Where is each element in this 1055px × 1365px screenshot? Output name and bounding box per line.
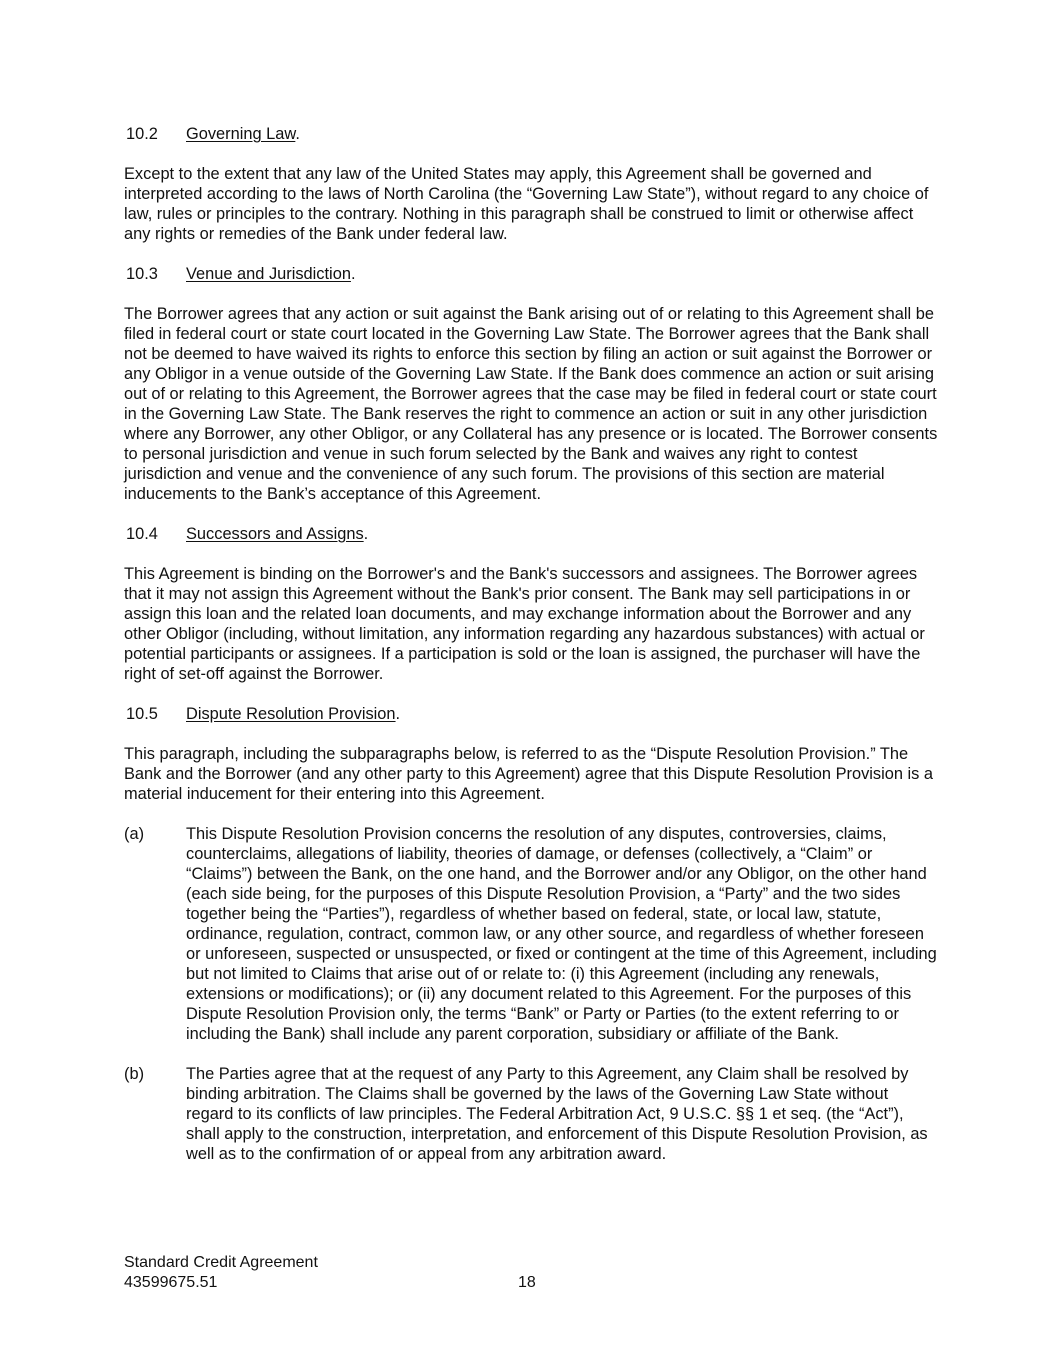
section-title-period: .: [350, 265, 356, 283]
subparagraph-a: [124, 824, 938, 1044]
section-number: 10.2: [126, 125, 158, 143]
document-body: [124, 124, 938, 1164]
section-title-period: .: [295, 125, 300, 143]
subparagraph-text: This Dispute Resolution Provision concerns the resolution of any disputes, controversies, claims, counterclaims, allegations of liability, theories of damage, or defenses (collectively, a “Claim” or “Claims”) between the Bank, on the one hand, and the Borrower and/or any Obligor, on the other hand (each side being, for the purposes of this Dispute Resolution Provision, a “Party” and the two sides together being the “Parties”), regardless of whether based on federal, state, or local law, statute, ordinance, regulation, contract, common law, or any other source, and regardless of whether foreseen or unforeseen, suspected or unsuspected, or fixed or contingent at the time of this Agreement, including but not limited to Claims that arise out of or relate to: (i) this Agreement (including any renewals, extensions or modifications); or (ii) any document related to this Agreement. For the purposes of this Dispute Resolution Provision only, the terms “Bank” or Party or Parties (to the extent referring to or including the Bank) shall include any parent corporation, subsidiary or affiliate of the Bank.: [186, 825, 937, 1043]
section-paragraph-governing-law: Except to the extent that any law of the United States may apply, this Agreement shall be governed and interpreted according to the laws of North Carolina (the “Governing Law State”), without regard to any choice of law, rules or principles to the contrary. Nothing in this paragraph shall be construed to limit or otherwise affect any rights or remedies of the Bank under federal law.: [124, 165, 929, 243]
section-title: Dispute Resolution Provision: [186, 705, 396, 723]
section-number: 10.5: [126, 705, 158, 723]
subparagraph-label: (a): [124, 825, 145, 843]
section-paragraph-dispute-resolution: This paragraph, including the subparagraphs below, is referred to as the “Dispute Resolution Provision.” The Bank and the Borrower (and any other party to this Agreement) agree that this Dispute Resolution Provision is a material inducement for their entering into this Agreement.: [124, 745, 934, 803]
section-heading-dispute-resolution: [124, 704, 938, 724]
section-number: 10.4: [126, 525, 158, 543]
page-footer: [124, 1253, 624, 1293]
section-heading-governing-law: [124, 124, 938, 144]
subparagraph-b: [124, 1064, 938, 1164]
subparagraph-label: (b): [124, 1065, 145, 1083]
section-title: Venue and Jurisdiction: [186, 265, 351, 283]
footer-document-id: 43599675.51: [124, 1274, 218, 1291]
section-title: Successors and Assigns: [186, 525, 364, 543]
section-title: Governing Law: [186, 125, 296, 143]
page-number: 18: [518, 1274, 536, 1291]
section-paragraph-venue-jurisdiction: The Borrower agrees that any action or suit against the Bank arising out of or relating to this Agreement shall be filed in federal court or state court located in the Governing Law State. The Borrower agrees that the Bank shall not be deemed to have waived its rights to enforce this section by filing an action or suit against the Borrower or any Obligor in a venue outside of the Governing Law State. If the Bank does commence an action or suit arising out of or relating to this Agreement, the Borrower agrees that the case may be filed in federal court or state court in the Governing Law State. The Bank reserves the right to commence an action or suit in any other jurisdiction where any Borrower, any other Obligor, or any Collateral has any presence or is located. The Borrower consents to personal jurisdiction and venue in such forum selected by the Bank and waives any right to contest jurisdiction and venue and the convenience of any such forum. The provisions of this section are material inducements to the Bank’s acceptance of this Agreement.: [124, 305, 938, 503]
section-paragraph-successors-assigns: This Agreement is binding on the Borrower's and the Bank's successors and assignees. The Borrower agrees that it may not assign this Agreement without the Bank's prior consent. The Bank may sell participations in or assign this loan and the related loan documents, and may exchange information about the Borrower and any other Obligor (including, without limitation, any information regarding any hazardous substances) with actual or potential participants or assignees. If a participation is sold or the loan is assigned, the purchaser will have the right of set-off against the Borrower.: [124, 565, 925, 683]
subparagraph-text: The Parties agree that at the request of any Party to this Agreement, any Claim shall be resolved by binding arbitration. The Claims shall be governed by the laws of the Governing Law State without regard to its conflicts of law principles. The Federal Arbitration Act, 9 U.S.C. §§ 1 et seq. (the “Act”), shall apply to the construction, interpretation, and enforcement of this Dispute Resolution Provision, as well as to the confirmation of or appeal from any arbitration award.: [186, 1065, 928, 1163]
section-heading-successors-assigns: [124, 524, 938, 544]
footer-document-title: Standard Credit Agreement: [124, 1254, 318, 1271]
section-heading-venue-jurisdiction: [124, 264, 938, 284]
section-number: 10.3: [126, 265, 158, 283]
section-title-period: .: [363, 525, 369, 543]
section-title-period: .: [395, 705, 401, 723]
